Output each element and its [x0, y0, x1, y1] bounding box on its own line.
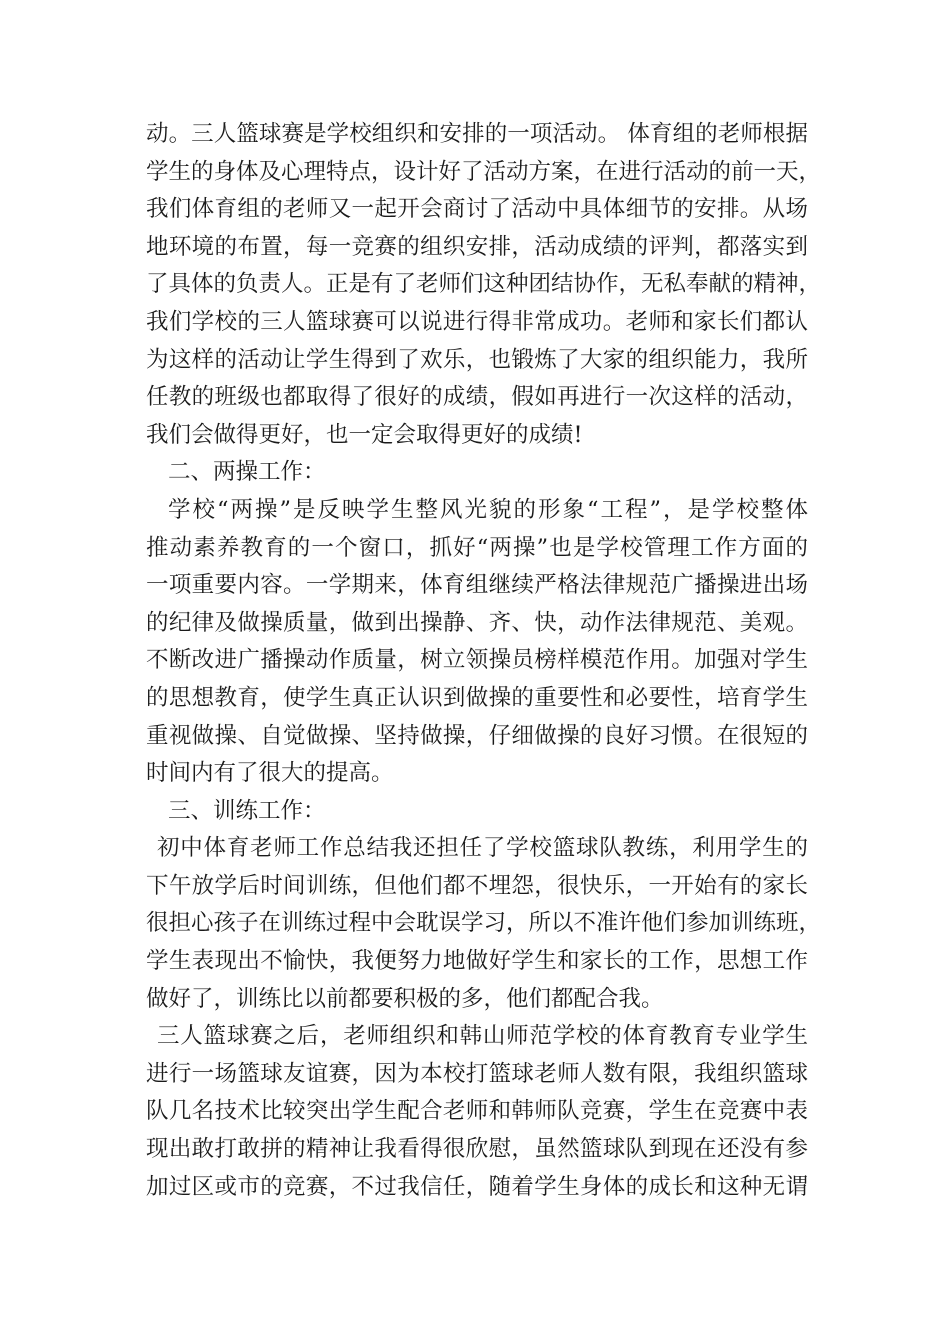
text-line: 队几名技术比较突出学生配合老师和韩师队竞赛，学生在竞赛中表	[146, 1098, 808, 1125]
text-line: 初中体育老师工作总结我还担任了学校篮球队教练，利用学生的	[157, 835, 808, 862]
text-line: 进行一场篮球友谊赛，因为本校打篮球老师人数有限，我组织篮球	[146, 1060, 808, 1087]
text-line: 为这样的活动让学生得到了欢乐，也锻炼了大家的组织能力，我所	[146, 346, 808, 373]
text-line: 任教的班级也都取得了很好的成绩，假如再进行一次这样的活动，	[146, 384, 808, 411]
section-heading-training: 三、训练工作：	[168, 797, 326, 824]
text-line: 动。三人篮球赛是学校组织和安排的一项活动。 体育组的老师根据	[146, 121, 808, 147]
text-line: 很担心孩子在训练过程中会耽误学习，所以不准许他们参加训练班，	[146, 910, 822, 937]
body-text	[146, 116, 822, 1206]
text-line: 了具体的负责人。正是有了老师们这种团结协作，无私奉献的精神，	[146, 271, 822, 298]
text-line: 现出敢打敢拼的精神让我看得很欣慰，虽然篮球队到现在还没有参	[146, 1136, 808, 1163]
paragraph-training	[146, 830, 822, 1018]
text-line: 我们体育组的老师又一起开会商讨了活动中具体细节的安排。从场	[146, 196, 808, 223]
text-line: 推动素养教育的一个窗口，抓好“两操”也是学校管理工作方面的	[146, 534, 808, 561]
text-line: 加过区或市的竞赛，不过我信任，随着学生身体的成长和这种无谓	[146, 1173, 808, 1200]
text-line: 做好了，训练比以前都要积极的多，他们都配合我。	[146, 985, 664, 1012]
text-line: 重视做操、自觉做操、坚持做操，仔细做操的良好习惯。在很短的	[146, 722, 808, 749]
text-line: 三人篮球赛之后，老师组织和韩山师范学校的体育教育专业学生	[157, 1023, 808, 1050]
text-line: 一项重要内容。一学期来，体育组继续严格法律规范广播操进出场	[146, 572, 808, 599]
text-line: 学生的身体及心理特点，设计好了活动方案，在进行活动的前一天，	[146, 158, 822, 185]
text-line: 地环境的布置，每一竞赛的组织安排，活动成绩的评判，都落实到	[146, 233, 808, 260]
paragraph-continuation	[146, 116, 822, 454]
paragraph-friendly-match	[146, 1018, 808, 1206]
text-line: 时间内有了很大的提高。	[146, 760, 394, 787]
text-line: 我们学校的三人篮球赛可以说进行得非常成功。老师和家长们都认	[146, 308, 808, 335]
paragraph-two-exercises	[146, 492, 808, 793]
text-line: 学生表现出不愉快，我便努力地做好学生和家长的工作，思想工作	[146, 948, 808, 975]
text-line: 我们会做得更好，也一定会取得更好的成绩!	[146, 421, 583, 448]
text-line: 的纪律及做操质量，做到出操静、齐、快，动作法律规范、美观。	[146, 609, 808, 636]
text-line: 学校“两操”是反映学生整风光貌的形象“工程”，是学校整体	[168, 496, 808, 523]
text-line: 下午放学后时间训练，但他们都不埋怨，很快乐，一开始有的家长	[146, 872, 808, 899]
text-line: 的思想教育，使学生真正认识到做操的重要性和必要性，培育学生	[146, 684, 808, 711]
section-heading-two-exercises: 二、两操工作：	[168, 459, 326, 486]
text-line: 不断改进广播操动作质量，树立领操员榜样模范作用。加强对学生	[146, 647, 808, 674]
